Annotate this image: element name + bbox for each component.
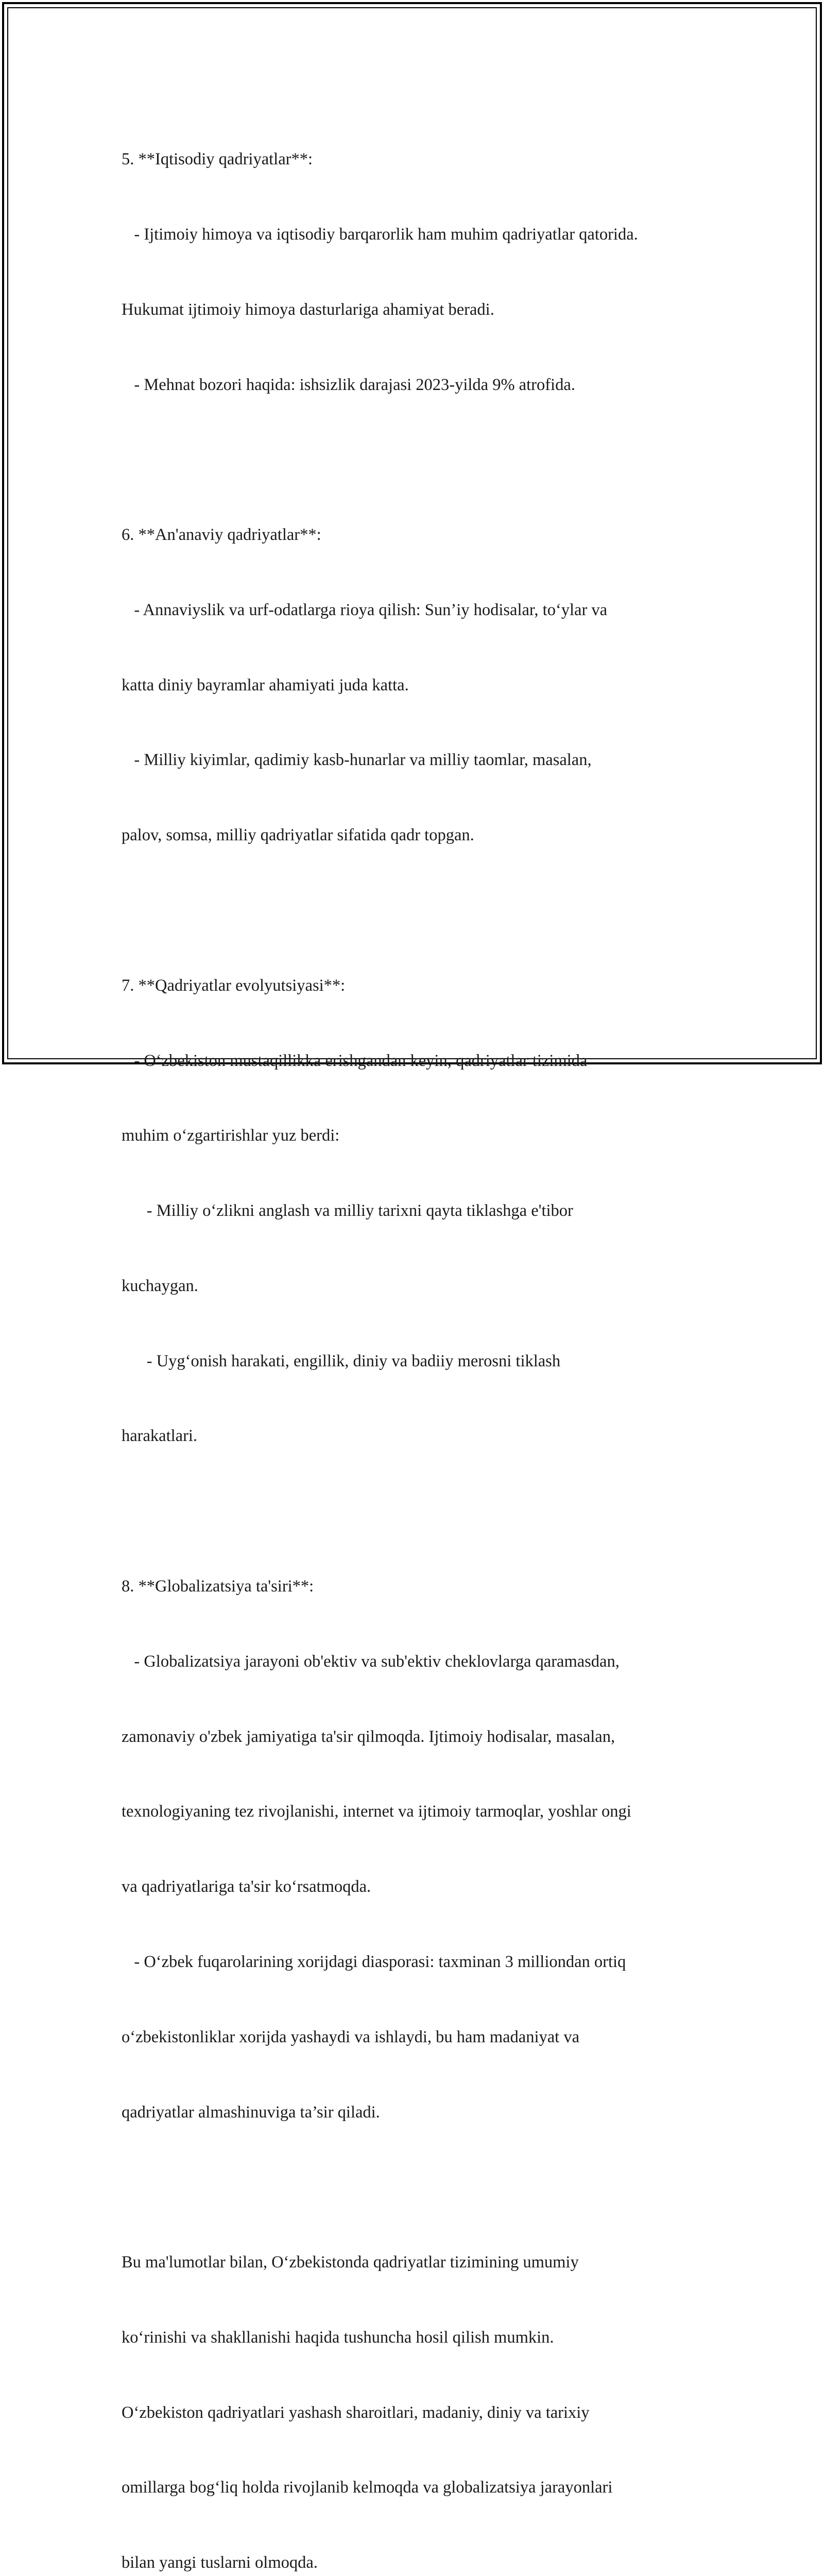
text-line: muhim o‘zgartirishlar yuz berdi:: [122, 1126, 340, 1145]
blank-line: [122, 1499, 709, 1524]
blank-line: [122, 2175, 709, 2200]
text-line: texnologiyaning tez rivojlanishi, internet va ijtimoiy tarmoqlar, yoshlar ongi: [122, 1802, 631, 1821]
text-line: 5. **Iqtisodiy qadriyatlar**:: [122, 150, 313, 169]
blank-line: [122, 447, 709, 472]
text-line: - Ijtimoiy himoya va iqtisodiy barqarorlik ham muhim qadriyatlar qatorida.: [122, 225, 638, 244]
text-line: - Milliy o‘zlikni anglash va milliy tarixni qayta tiklashga e'tibor: [122, 1201, 573, 1221]
text-line: 7. **Qadriyatlar evolyutsiyasi**:: [122, 976, 346, 995]
text-line: - Annaviyslik va urf-odatlarga rioya qilish: Sun’iy hodisalar, to‘ylar va: [122, 600, 608, 619]
text-line: kuchaygan.: [122, 1276, 198, 1295]
text-line: bilan yangi tuslarni olmoqda.: [122, 2553, 318, 2572]
text-line: katta diniy bayramlar ahamiyati juda katta.: [122, 675, 409, 694]
text-line: 6. **An'anaviy qadriyatlar**:: [122, 526, 321, 545]
text-line: o‘zbekistonliklar xorijda yashaydi va ishlaydi, bu ham madaniyat va: [122, 2027, 580, 2046]
text-line: ko‘rinishi va shakllanishi haqida tushuncha hosil qilish mumkin.: [122, 2328, 554, 2347]
text-line: 8. **Globalizatsiya ta'siri**:: [122, 1577, 314, 1596]
text-line: Hukumat ijtimoiy himoya dasturlariga ahamiyat beradi.: [122, 300, 494, 319]
text-line: - Mehnat bozori haqida: ishsizlik darajasi 2023-yilda 9% atrofida.: [122, 375, 575, 394]
text-line: va qadriyatlariga ta'sir ko‘rsatmoqda.: [122, 1877, 371, 1896]
text-line: palov, somsa, milliy qadriyatlar sifatida qadr topgan.: [122, 826, 474, 845]
text-line: zamonaviy o'zbek jamiyatiga ta'sir qilmoqda. Ijtimoiy hodisalar, masalan,: [122, 1727, 615, 1746]
document-body: [122, 97, 709, 2576]
text-line: harakatlari.: [122, 1427, 198, 1446]
text-line: - O‘zbekiston mustaqillikka erishgandan keyin, qadriyatlar tizimida: [122, 1051, 588, 1070]
text-line: omillarga bog‘liq holda rivojlanib kelmoqda va globalizatsiya jarayonlari: [122, 2478, 613, 2497]
blank-line: [122, 898, 709, 923]
text-line: - Globalizatsiya jarayoni ob'ektiv va sub'ektiv cheklovlarga qaramasdan,: [122, 1652, 620, 1671]
text-line: O‘zbekiston qadriyatlari yashash sharoitlari, madaniy, diniy va tarixiy: [122, 2403, 590, 2422]
text-line: - O‘zbek fuqarolarining xorijdagi diasporasi: taxminan 3 milliondan ortiq: [122, 1952, 626, 1971]
text-line: qadriyatlar almashinuviga ta’sir qiladi.: [122, 2103, 380, 2122]
text-line: - Milliy kiyimlar, qadimiy kasb-hunarlar va milliy taomlar, masalan,: [122, 751, 592, 770]
text-line: Bu ma'lumotlar bilan, O‘zbekistonda qadriyatlar tizimining umumiy: [122, 2253, 579, 2272]
text-line: - Uyg‘onish harakati, engillik, diniy va badiiy merosni tiklash: [122, 1351, 561, 1370]
